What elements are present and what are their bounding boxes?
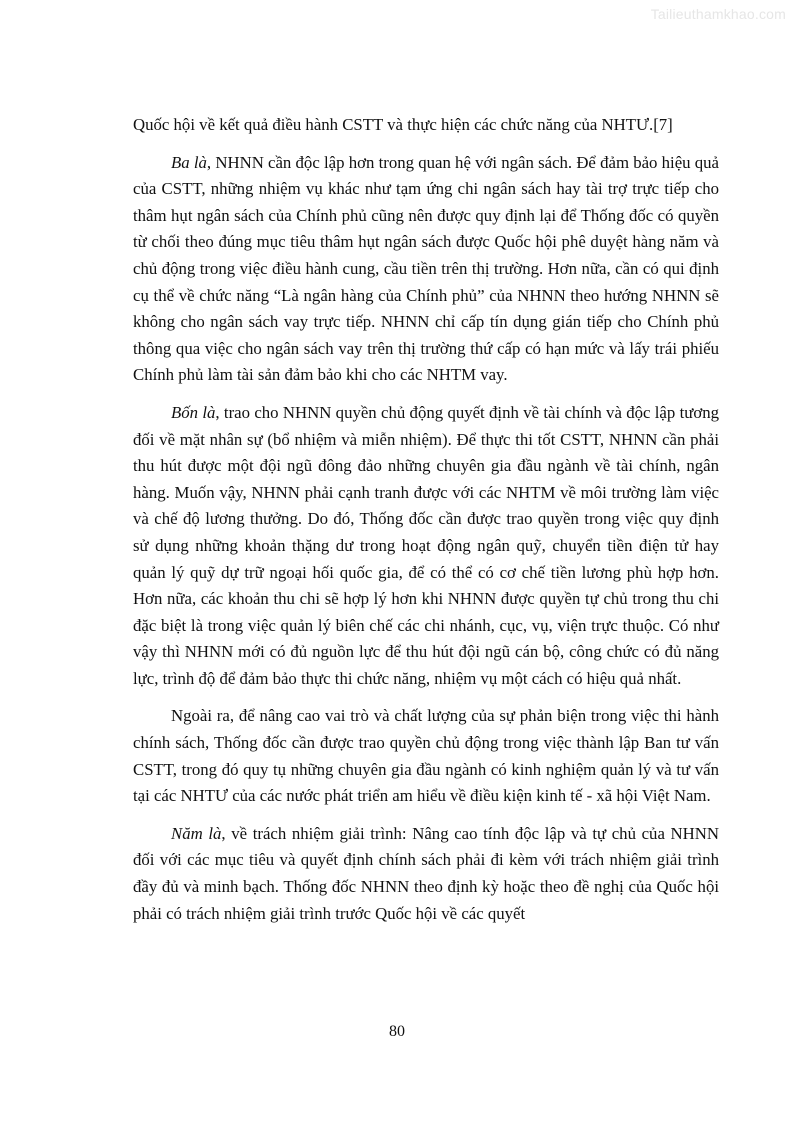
paragraph-text: , NHNN cần độc lập hơn trong quan hệ với ngân sách. Để đảm bảo hiệu quả của CSTT, những nhiệm vụ khác như tạm ứng chi ngân sách hay tài trợ trực tiếp cho thâm hụt ngân sách của Chính phủ cũng nên được quy định lại để Thống đốc có quyền từ chối theo đúng mục tiêu thâm hụt ngân sách được Quốc hội phê duyệt hàng năm và chủ động trong việc điều hành cung, cầu tiền trên thị trường. Hơn nữa, cần có qui định cụ thể về chức năng “Là ngân hàng của Chính phủ” của NHNN theo hướng NHNN sẽ không cho ngân sách vay trực tiếp. NHNN chỉ cấp tín dụng gián tiếp cho Chính phủ thông qua việc cho ngân sách vay trên thị trường thứ cấp có hạn mức và lấy trái phiếu Chính phủ làm tài sản đảm bảo khi cho các NHTM vay.	[133, 152, 719, 385]
paragraph-continuation	[133, 112, 719, 139]
paragraph-nam-la	[133, 821, 719, 927]
paragraph-lead: Năm là	[171, 823, 222, 843]
paragraph-bon-la	[133, 400, 719, 693]
page-number: 80	[389, 1023, 405, 1040]
paragraph-text: Quốc hội về kết quả điều hành CSTT và thực hiện các chức năng của NHTƯ.[7]	[133, 115, 673, 134]
paragraph-text: , trao cho NHNN quyền chủ động quyết định về tài chính và độc lập tương đối về mặt nhân sự (bổ nhiệm và miễn nhiệm). Để thực thi tốt CSTT, NHNN cần phải thu hút được một đội ngũ đông đảo những chuyên gia đầu ngành về tài chính, ngân hàng. Muốn vậy, NHNN phải cạnh tranh được với các NHTM về môi trường làm việc và chế độ lương thưởng. Do đó, Thống đốc cần được trao quyền trong việc quy định sử dụng những khoản thặng dư trong hoạt động ngân quỹ, chuyển tiền điện tử hay quản lý quỹ dự trữ ngoại hối quốc gia, để có thể có cơ chế tiền lương phù hợp hơn. Hơn nữa, các khoản thu chi sẽ hợp lý hơn khi NHNN được quyền tự chủ trong thu chi đặc biệt là trong việc quản lý biên chế các chi nhánh, cục, vụ, viện trực thuộc. Có như vậy thì NHNN mới có đủ nguồn lực để thu hút đội ngũ cán bộ, công chức có đủ năng lực, trình độ để đảm bảo thực thi chức năng, nhiệm vụ một cách có hiệu quả nhất.	[133, 402, 719, 688]
paragraph-ngoai-ra	[133, 703, 719, 809]
paragraph-text: Ngoài ra, để nâng cao vai trò và chất lượng của sự phản biện trong việc thi hành chính sách, Thống đốc cần được trao quyền chủ động trong việc thành lập Ban tư vấn CSTT, trong đó quy tụ những chuyên gia đầu ngành có kinh nghiệm quản lý và tư vấn tại các NHTƯ của các nước phát triển am hiểu về điều kiện kinh tế - xã hội Việt Nam.	[133, 706, 719, 806]
paragraph-ba-la	[133, 150, 719, 389]
paragraph-lead: Bốn là	[171, 402, 216, 422]
watermark-text: Tailieuthamkhao.com	[650, 6, 786, 22]
paragraph-lead: Ba là	[171, 152, 207, 172]
paragraph-text: , về trách nhiệm giải trình: Nâng cao tính độc lập và tự chủ của NHNN đối với các mục tiêu và quyết định chính sách phải đi kèm với trách nhiệm giải trình đầy đủ và minh bạch. Thống đốc NHNN theo định kỳ hoặc theo đề nghị của Quốc hội phải có trách nhiệm giải trình trước Quốc hội về các quyết	[133, 823, 719, 923]
document-body	[133, 112, 719, 927]
